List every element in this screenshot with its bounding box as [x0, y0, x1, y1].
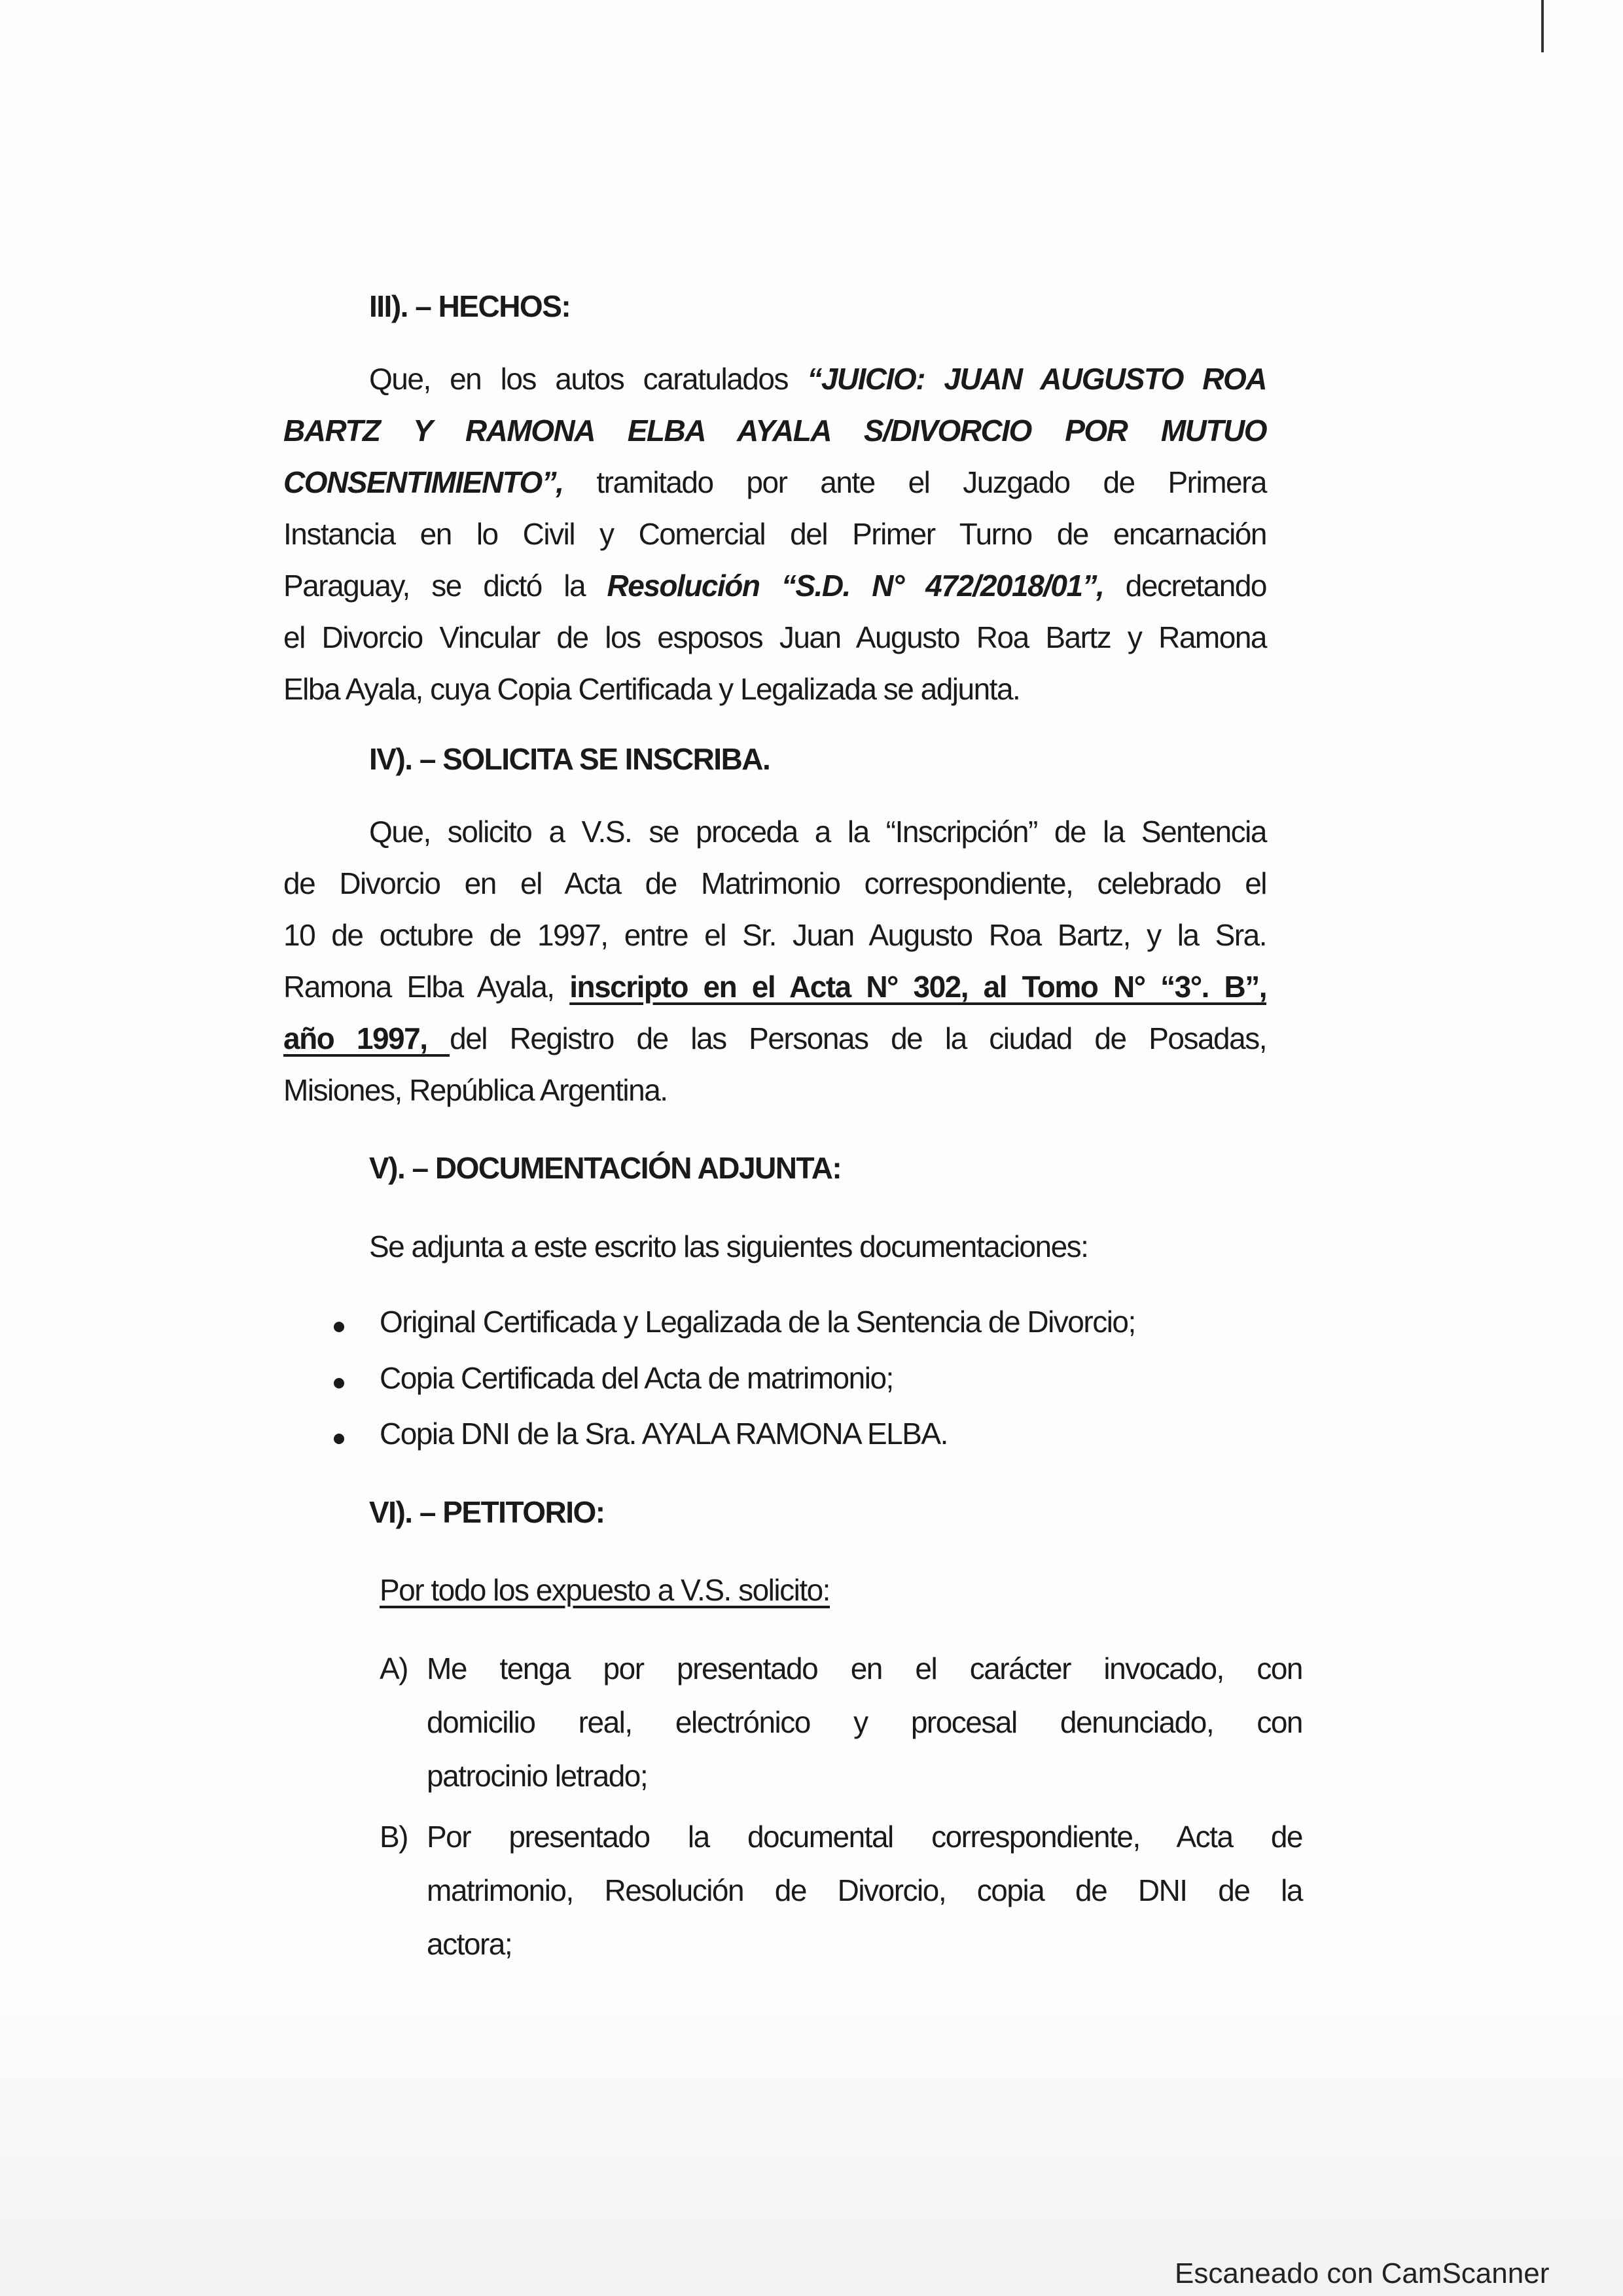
text-run: Instancia en lo Civil y Comercial del Primer Turno de encarnación: [283, 517, 1266, 551]
paragraph-line: [283, 917, 1266, 953]
paragraph-line: [283, 1072, 668, 1108]
item-line: domicilio real, electrónico y procesal denunciado, con: [427, 1705, 1302, 1739]
paragraph-line: [283, 865, 1266, 902]
item-label: A): [380, 1651, 408, 1686]
paragraph-line: [283, 412, 1266, 449]
paragraph-line: [369, 361, 1266, 397]
text-run: inscripto en el Acta N° 302, al Tomo N° “3°. B”,: [569, 970, 1266, 1004]
paragraph-line: [283, 464, 1266, 501]
item-line: actora;: [427, 1927, 512, 1961]
text-run: CONSENTIMIENTO”,: [283, 465, 563, 499]
bullet-item: Copia DNI de la Sra. AYALA RAMONA ELBA.: [380, 1417, 948, 1451]
paragraph-line: [283, 516, 1266, 552]
text-run: decretando: [1103, 569, 1266, 603]
text-run: Misiones, República Argentina.: [283, 1073, 668, 1107]
text-run: Elba Ayala, cuya Copia Certificada y Legalizada se adjunta.: [283, 672, 1020, 706]
bullet-icon: [334, 1322, 344, 1332]
bullet-icon: [334, 1378, 344, 1388]
petition-intro: Por todo los expuesto a V.S. solicito:: [380, 1573, 830, 1607]
text-run: Que, en los autos caratulados: [369, 362, 808, 396]
scan-edge-mark: [1541, 0, 1544, 52]
bullet-item: Copia Certificada del Acta de matrimonio;: [380, 1361, 893, 1395]
text-run: Ramona Elba Ayala,: [283, 970, 570, 1004]
text-run: año 1997,: [283, 1021, 450, 1055]
paragraph-line: [283, 619, 1266, 656]
text-run: 10 de octubre de 1997, entre el Sr. Juan Augusto Roa Bartz, y la Sra.: [283, 918, 1266, 952]
item-label: B): [380, 1820, 408, 1854]
scan-shading: [0, 1969, 1623, 2296]
section-heading: V). – DOCUMENTACIÓN ADJUNTA:: [369, 1151, 842, 1185]
paragraph-line: [283, 968, 1266, 1005]
text-run: tramitado por ante el Juzgado de Primera: [563, 465, 1266, 499]
text-run: Paraguay, se dictó la: [283, 569, 607, 603]
item-line: Me tenga por presentado en el carácter invocado, con: [427, 1651, 1302, 1686]
camscanner-watermark: Escaneado con CamScanner: [1175, 2257, 1550, 2289]
paragraph-line: [283, 1020, 1266, 1057]
item-line: patrocinio letrado;: [427, 1759, 648, 1793]
bullet-icon: [334, 1434, 344, 1444]
text-run: del Registro de las Personas de la ciudad de Posadas,: [450, 1021, 1267, 1055]
text-run: Que, solicito a V.S. se proceda a la “Inscripción” de la Sentencia: [369, 815, 1266, 849]
paragraph-line: [369, 813, 1266, 850]
text-run: BARTZ Y RAMONA ELBA AYALA S/DIVORCIO POR MUTUO: [283, 414, 1266, 448]
section-intro: Se adjunta a este escrito las siguientes documentaciones:: [369, 1229, 1088, 1263]
paragraph-line: [283, 567, 1266, 604]
text-run: el Divorcio Vincular de los esposos Juan Augusto Roa Bartz y Ramona: [283, 620, 1266, 654]
section-heading: III). – HECHOS:: [369, 289, 571, 323]
bullet-item: Original Certificada y Legalizada de la Sentencia de Divorcio;: [380, 1305, 1135, 1339]
paragraph-line: [283, 671, 1020, 707]
item-line: Por presentado la documental correspondiente, Acta de: [427, 1820, 1302, 1854]
text-run: “JUICIO: JUAN AUGUSTO ROA: [807, 362, 1266, 396]
text-run: Resolución “S.D. N° 472/2018/01”,: [607, 569, 1104, 603]
text-run: de Divorcio en el Acta de Matrimonio correspondiente, celebrado el: [283, 866, 1266, 900]
section-heading: IV). – SOLICITA SE INSCRIBA.: [369, 742, 770, 776]
item-line: matrimonio, Resolución de Divorcio, copia de DNI de la: [427, 1873, 1302, 1907]
section-heading: VI). – PETITORIO:: [369, 1495, 605, 1529]
